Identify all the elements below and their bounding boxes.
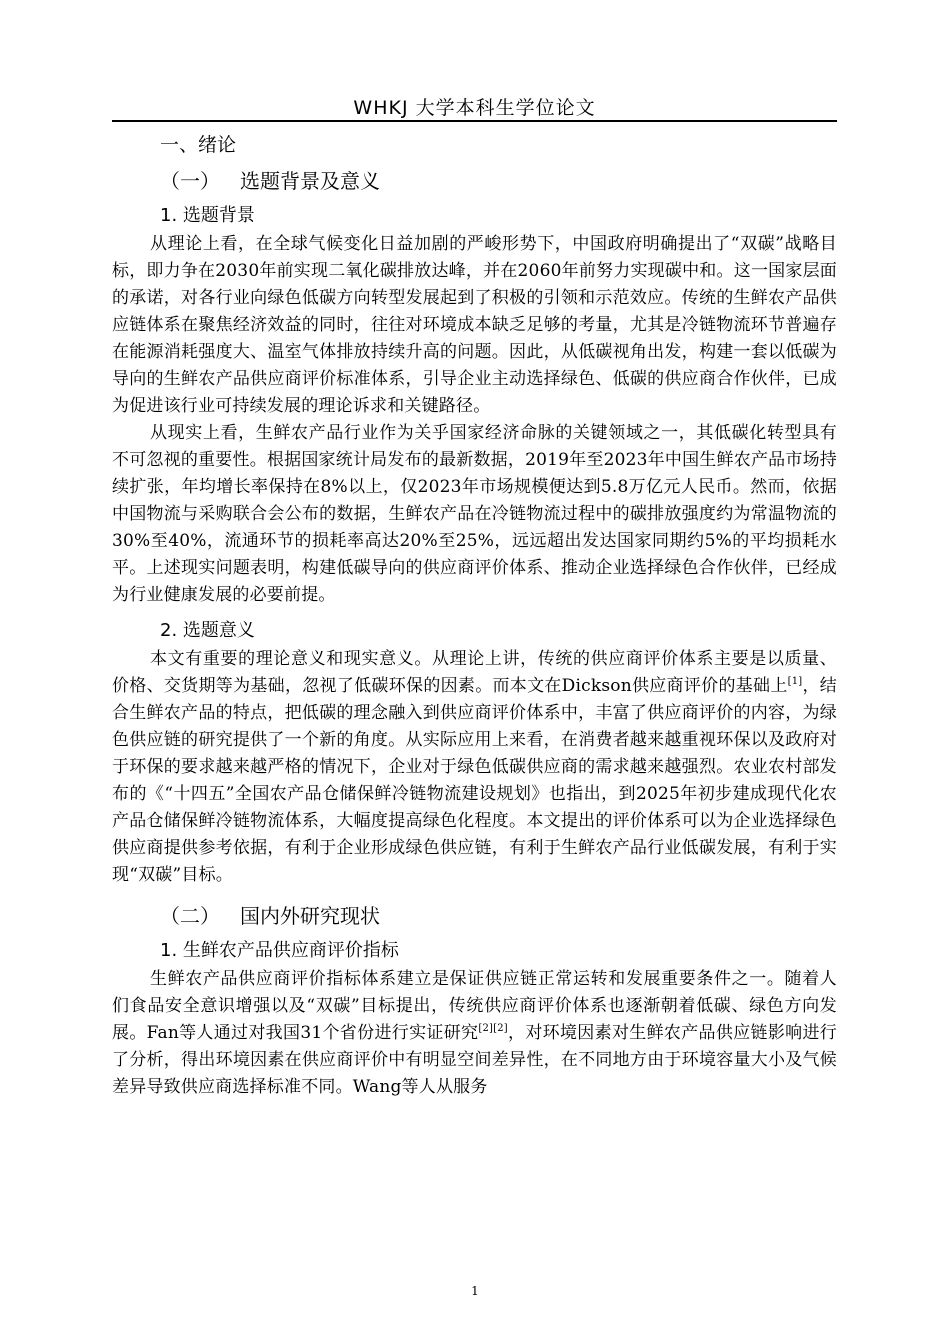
body-paragraph — [112, 646, 837, 889]
body-paragraph — [112, 966, 837, 1101]
subsection-heading: 2. 选题意义 — [160, 620, 255, 641]
citation-reference: [2][2] — [478, 1023, 508, 1034]
section-number: （一） — [160, 169, 220, 193]
citation-reference: [1] — [787, 676, 803, 687]
body-paragraph: 从理论上看，在全球气候变化日益加剧的严峻形势下，中国政府明确提出了“双碳”战略目标，即力争在2030年前实现二氧化碳排放达峰，并在2060年前努力实现碳中和。这一国家层面的承诺，对各行业向绿色低碳方向转型发展起到了积极的引领和示范效应。传统的生鲜农产品供应链体系在聚焦经济效益的同时，往往对环境成本缺乏足够的考量，尤其是冷链物流环节普遍存在能源消耗强度大、温室气体排放持续升高的问题。因此，从低碳视角出发，构建一套以低碳为导向的生鲜农产品供应商评价标准体系，引导企业主动选择绿色、低碳的供应商合作伙伴，已成为促进该行业可持续发展的理论诉求和关键路径。 — [112, 234, 837, 416]
running-header-title: WHKJ 大学本科生学位论文 — [353, 97, 596, 119]
page-number: 1 — [471, 1284, 479, 1298]
chapter-heading: 一、绪论 — [160, 134, 237, 156]
section-heading — [160, 897, 837, 935]
paragraph-text: 生鲜农产品供应商评价指标体系建立是保证供应链正常运转和发展重要条件之一。随着人们食品安全意识增强以及“双碳”目标提出，传统供应商评价体系也逐渐朝着低碳、绿色方向发展。Fan等人通过对我国31个省份进行实证研究 — [112, 969, 837, 1043]
section-number: （二） — [160, 904, 220, 928]
section-title: 国内外研究现状 — [240, 904, 380, 928]
section-heading — [160, 162, 837, 200]
body-paragraph: 从现实上看，生鲜农产品行业作为关乎国家经济命脉的关键领域之一，其低碳化转型具有不可忽视的重要性。根据国家统计局发布的最新数据，2019年至2023年中国生鲜农产品市场持续扩张，年均增长率保持在8%以上，仅2023年市场规模便达到5.8万亿元人民币。然而，依据中国物流与采购联合会公布的数据，生鲜农产品在冷链物流过程中的碳排放强度约为常温物流的30%至40%，流通环节的损耗率高达20%至25%，远远超出发达国家同期约5%的平均损耗水平。上述现实问题表明，构建低碳导向的供应商评价体系、推动企业选择绿色合作伙伴，已经成为行业健康发展的必要前提。 — [112, 423, 837, 605]
paragraph-text: ，对环境因素对生鲜农产品供应链影响进行了分析，得出环境因素在供应商评价中有明显空间差异性，在不同地方由于环境容量大小及气候差异导致供应商选择标准不同。Wang等人从服务 — [112, 1023, 837, 1097]
section-title: 选题背景及意义 — [240, 169, 380, 193]
paragraph-text: 本文有重要的理论意义和现实意义。从理论上讲，传统的供应商评价体系主要是以质量、价格、交货期等为基础，忽视了低碳环保的因素。而本文在Dickson供应商评价的基础上 — [112, 649, 837, 696]
subsection-heading: 1. 选题背景 — [160, 205, 255, 226]
paragraph-text: ，结合生鲜农产品的特点，把低碳的理念融入到供应商评价体系中，丰富了供应商评价的内容，为绿色供应链的研究提供了一个新的角度。从实际应用上来看，在消费者越来越重视环保以及政府对于环保的要求越来越严格的情况下，企业对于绿色低碳供应商的需求越来越强烈。农业农村部发布的《“十四五”全国农产品仓储保鲜冷链物流建设规划》也指出，到2025年初步建成现代化农产品仓储保鲜冷链物流体系，大幅度提高绿色化程度。本文提出的评价体系可以为企业选择绿色供应商提供参考依据，有利于企业形成绿色供应链，有利于生鲜农产品行业低碳发展，有利于实现“双碳”目标。 — [112, 676, 837, 885]
header-rule — [112, 120, 837, 122]
document-body — [112, 128, 837, 1101]
subsection-heading: 1. 生鲜农产品供应商评价指标 — [160, 940, 399, 961]
